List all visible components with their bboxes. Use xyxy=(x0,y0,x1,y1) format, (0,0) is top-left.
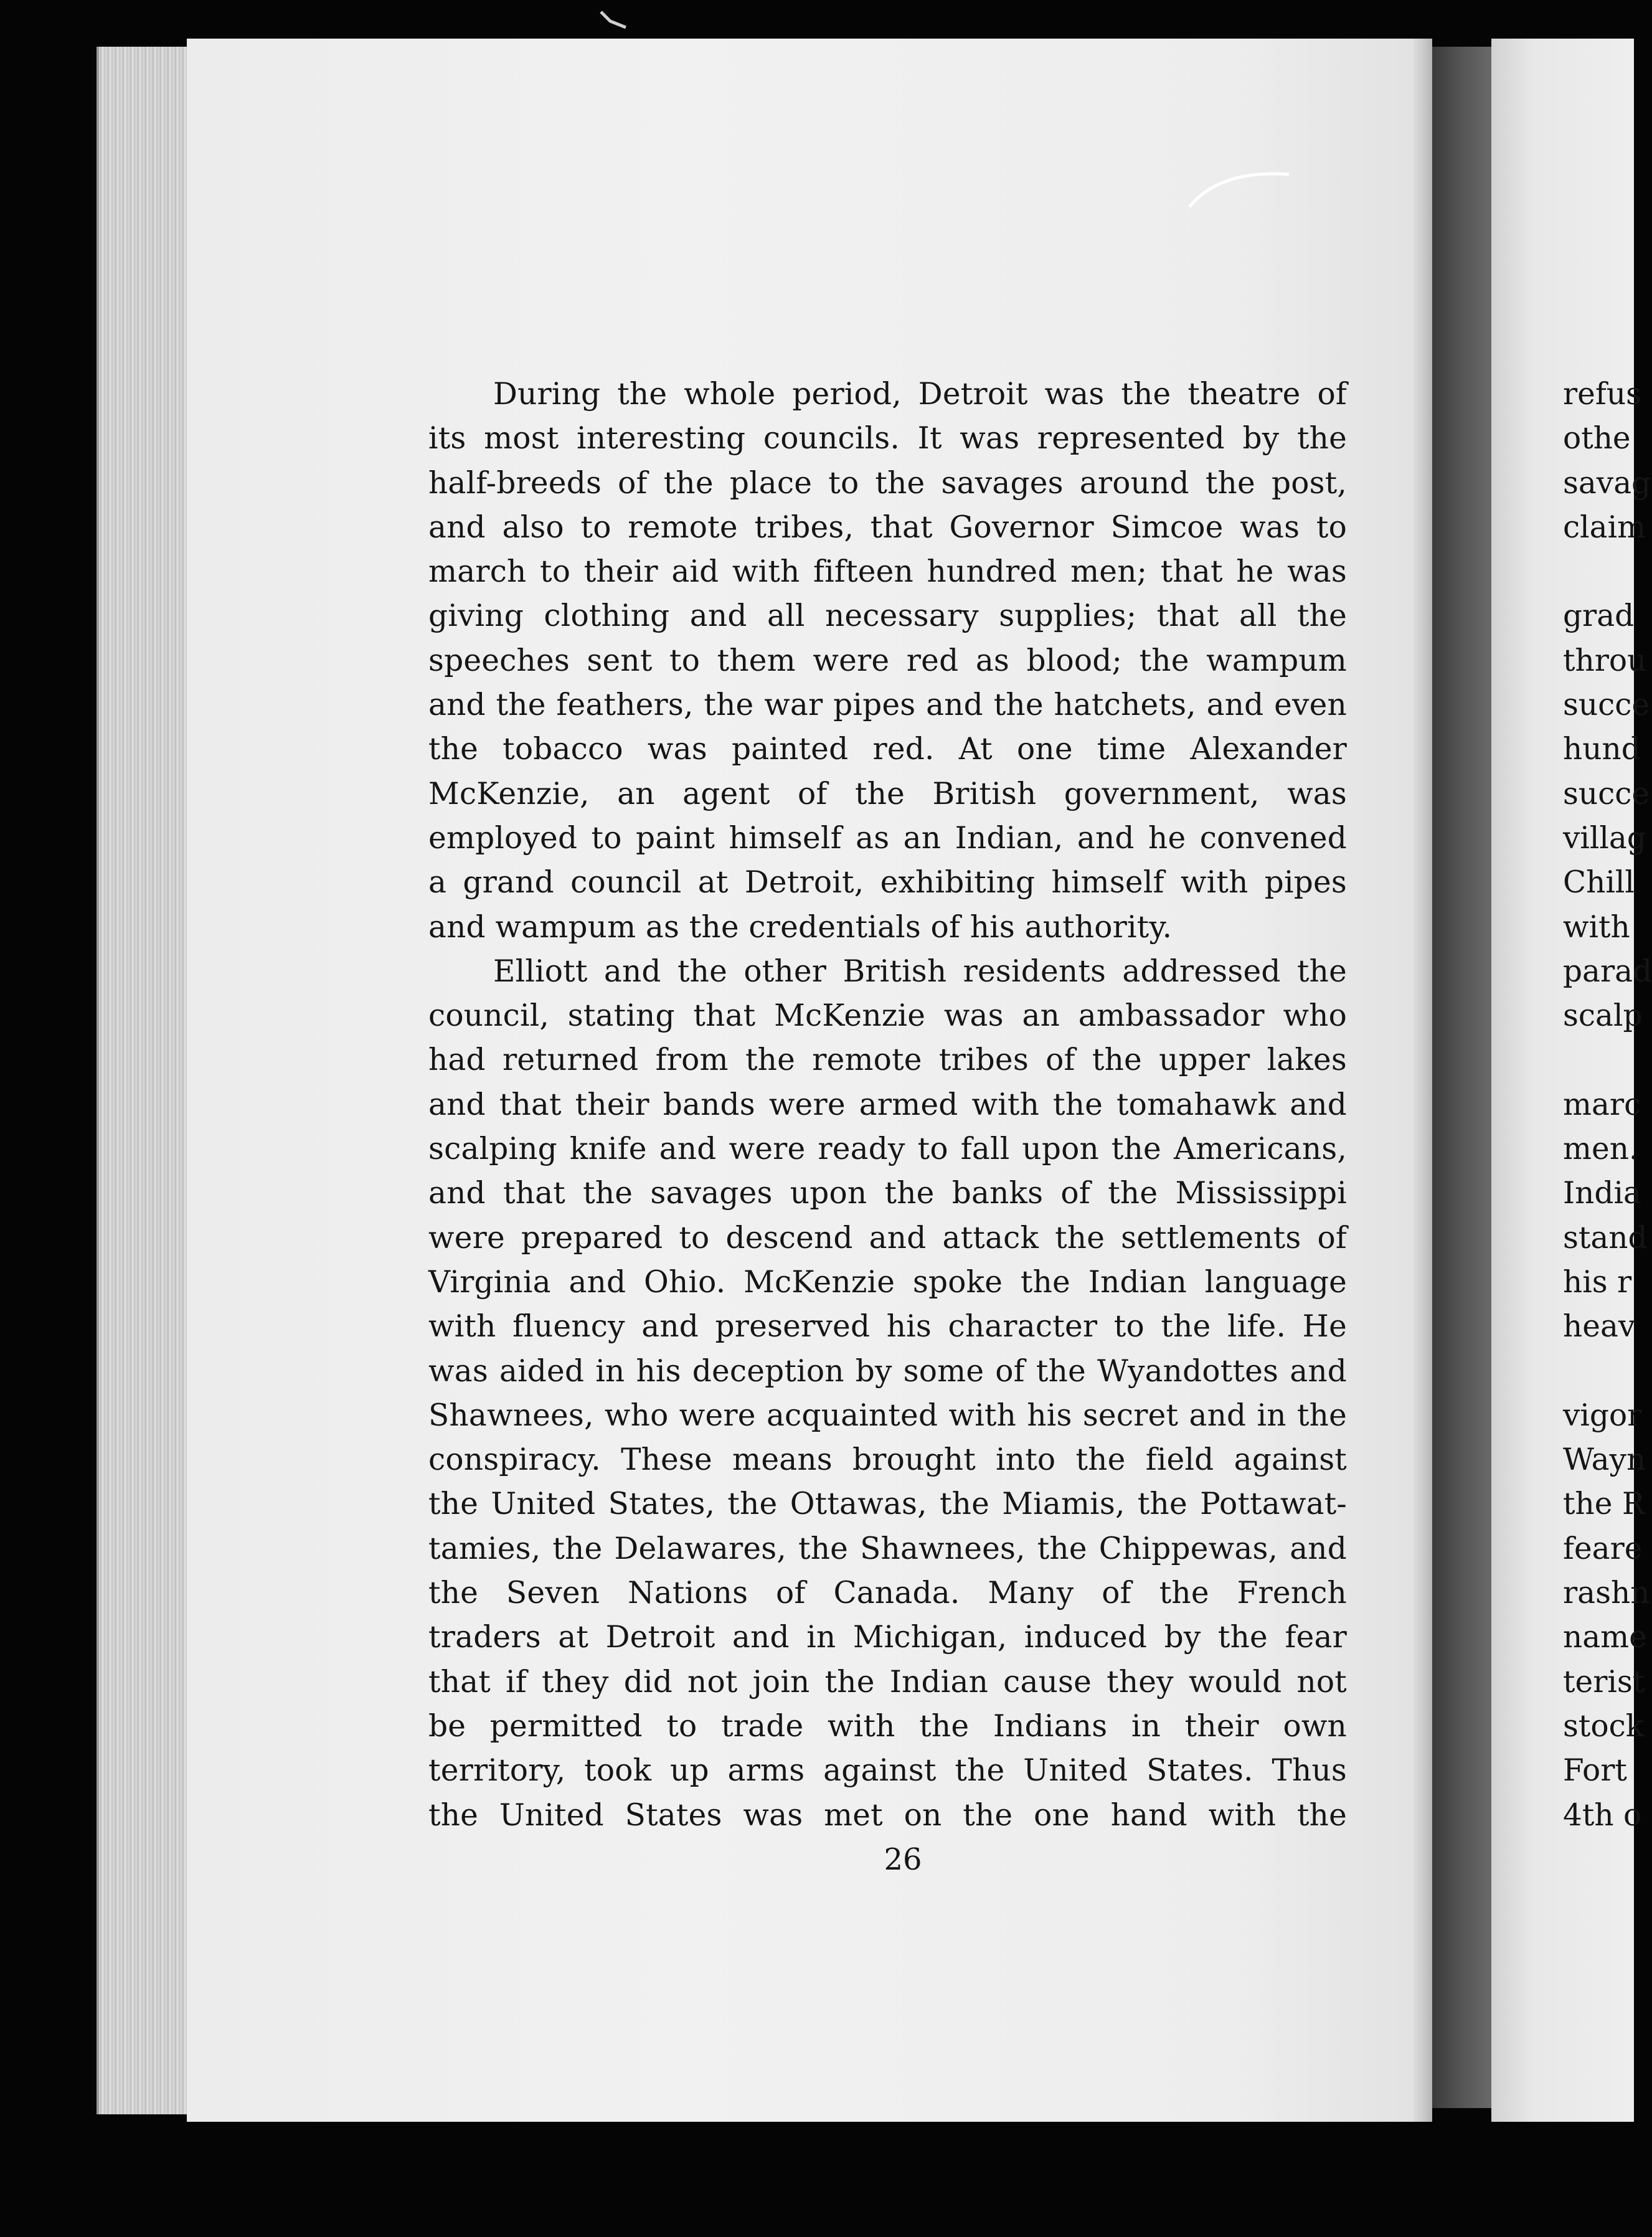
text-line: McKenzie, an agent of the British government, was xyxy=(428,776,1347,811)
spine-edge xyxy=(1414,39,1432,2122)
fragment-line: his r xyxy=(1563,1264,1632,1300)
text-line: scalping knife and were ready to fall upon the Americans, xyxy=(428,1132,1347,1167)
text-line: and wampum as the credentials of his authority. xyxy=(428,909,1173,945)
page-edges xyxy=(97,47,192,2114)
fragment-line: succe xyxy=(1563,688,1650,723)
page-number: 26 xyxy=(884,1842,922,1877)
text-line: giving clothing and all necessary supplies; that all the xyxy=(428,598,1347,634)
fragment-line: Fort xyxy=(1563,1753,1627,1789)
fragment-line: India xyxy=(1563,1176,1641,1211)
text-line: was aided in his deception by some of the Wyandottes and xyxy=(428,1353,1347,1389)
text-line: had returned from the remote tribes of the upper lakes xyxy=(428,1043,1347,1078)
fragment-line: marc xyxy=(1563,1087,1641,1122)
text-line: speeches sent to them were red as blood; the wampum xyxy=(428,643,1347,678)
fragment-line: Chill xyxy=(1563,865,1635,901)
fragment-line: feare xyxy=(1563,1531,1643,1566)
text-line: march to their aid with fifteen hundred men; that he was xyxy=(428,554,1347,590)
text-line: During the whole period, Detroit was the theatre of xyxy=(493,377,1347,412)
fragment-line: claim xyxy=(1563,509,1646,545)
text-line: and also to remote tribes, that Governor Simcoe was to xyxy=(428,509,1347,545)
fragment-line: refus xyxy=(1563,377,1641,412)
fragment-line: parad xyxy=(1563,953,1652,989)
fragment-line: othe xyxy=(1563,421,1631,456)
text-line: and that the savages upon the banks of the Mississippi xyxy=(428,1176,1347,1211)
text-line: with fluency and preserved his character to the life. He xyxy=(428,1309,1347,1345)
scan-artifact-mark xyxy=(598,9,629,34)
text-line: and that their bands were armed with the tomahawk and xyxy=(428,1087,1347,1122)
text-line: a grand council at Detroit, exhibiting himself with pipes xyxy=(428,865,1347,901)
fragment-line: Wayn xyxy=(1563,1442,1646,1478)
fragment-line: with xyxy=(1563,909,1630,945)
fragment-line: hund xyxy=(1563,732,1641,767)
fragment-line: terist xyxy=(1563,1664,1645,1700)
paragraph xyxy=(428,950,1347,1838)
fragment-line: rashn xyxy=(1563,1576,1650,1611)
fragment-line xyxy=(1563,1038,1634,1082)
right-page-text-fragment xyxy=(1563,372,1652,1838)
fragment-line xyxy=(1563,1350,1634,1394)
fragment-line: the R xyxy=(1563,1487,1645,1522)
fragment-line: stand xyxy=(1563,1220,1648,1256)
text-line: Shawnees, who were acquainted with his secret and in the xyxy=(428,1398,1347,1433)
fragment-line: stock xyxy=(1563,1708,1645,1744)
text-line: were prepared to descend and attack the settlements of xyxy=(428,1220,1347,1256)
fragment-line: villag xyxy=(1563,820,1646,856)
text-line: Elliott and the other British residents addressed the xyxy=(493,953,1347,989)
fragment-line: name xyxy=(1563,1620,1647,1655)
text-line: employed to paint himself as an Indian, and he convened xyxy=(428,820,1347,856)
text-line: conspiracy. These means brought into the field against xyxy=(428,1442,1347,1478)
fragment-line xyxy=(1563,550,1634,594)
fragment-line: vigor xyxy=(1563,1398,1642,1433)
fragment-line: 4th o xyxy=(1563,1797,1642,1833)
text-line: its most interesting councils. It was represented by the xyxy=(428,421,1347,456)
text-line: the United States was met on the one hand with the xyxy=(428,1797,1347,1833)
gutter-shadow xyxy=(1432,47,1498,2108)
fragment-line: succe xyxy=(1563,776,1650,811)
text-line: council, stating that McKenzie was an ambassador who xyxy=(428,998,1347,1034)
text-line: half-breeds of the place to the savages around the post, xyxy=(428,465,1347,501)
text-line: Virginia and Ohio. McKenzie spoke the Indian language xyxy=(428,1264,1347,1300)
text-line: the United States, the Ottawas, the Miamis, the Pottawat- xyxy=(428,1487,1347,1522)
text-line: territory, took up arms against the United States. Thus xyxy=(428,1753,1347,1789)
fragment-line: heav xyxy=(1563,1309,1636,1345)
fragment-line: throu xyxy=(1563,643,1647,678)
text-line: tamies, the Delawares, the Shawnees, the Chippewas, and xyxy=(428,1531,1347,1566)
text-line: and the feathers, the war pipes and the hatchets, and even xyxy=(428,688,1347,723)
text-line: that if they did not join the Indian cause they would not xyxy=(428,1664,1347,1700)
text-line: traders at Detroit and in Michigan, induced by the fear xyxy=(428,1620,1347,1655)
body-text xyxy=(428,372,1347,1838)
fragment-line: scalp xyxy=(1563,998,1643,1034)
scan-artifact-arc xyxy=(1183,163,1295,213)
text-line: the tobacco was painted red. At one time Alexander xyxy=(428,732,1347,767)
fragment-line: savag xyxy=(1563,465,1651,501)
fragment-line: grad xyxy=(1563,598,1635,634)
paragraph xyxy=(428,372,1347,950)
text-line: be permitted to trade with the Indians in their own xyxy=(428,1708,1347,1744)
text-line: the Seven Nations of Canada. Many of the French xyxy=(428,1576,1347,1611)
fragment-line: men. xyxy=(1563,1132,1639,1167)
